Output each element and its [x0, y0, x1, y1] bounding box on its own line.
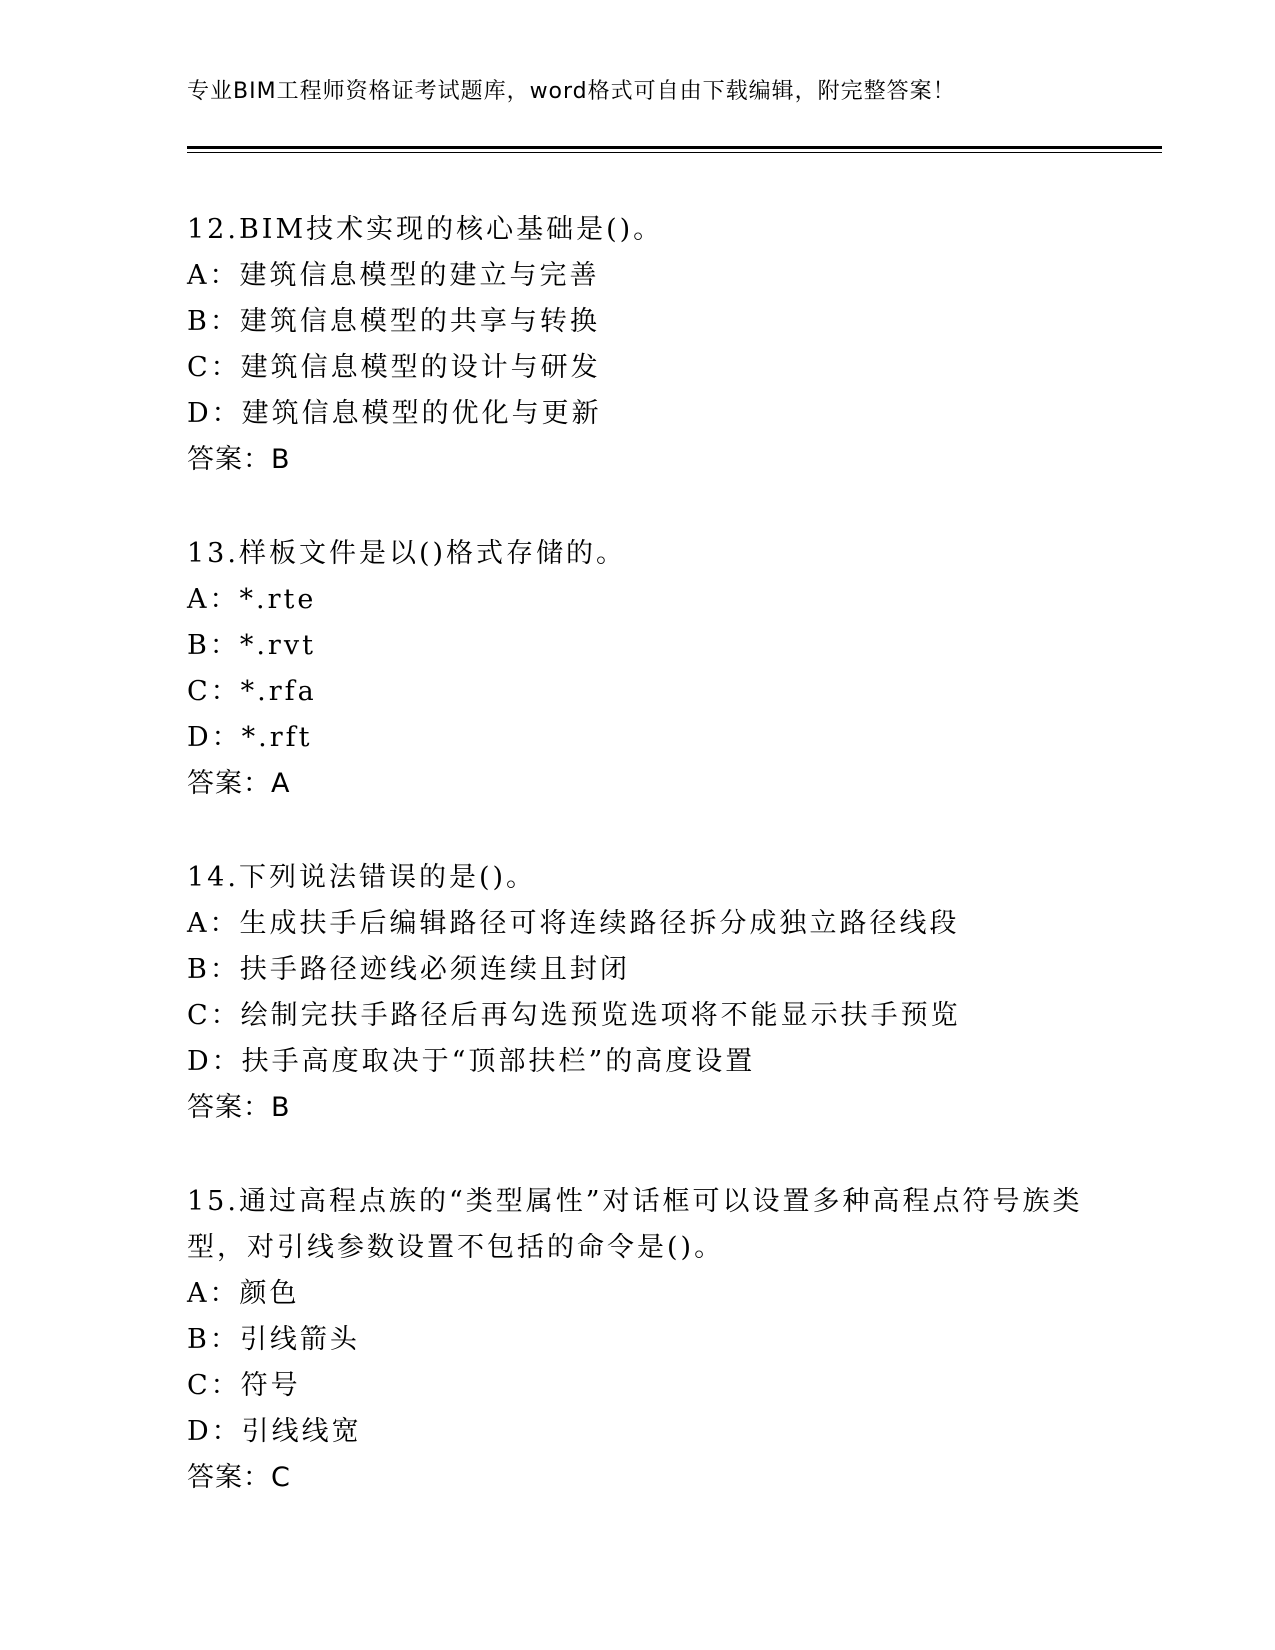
answer: 答案：A [187, 768, 291, 799]
answer: 答案：B [187, 1092, 291, 1123]
question-13 [187, 531, 1087, 807]
option-b: B：扶手路径迹线必须连续且封闭 [187, 954, 630, 985]
page-header: 专业BIM工程师资格证考试题库，word格式可自由下载编辑，附完整答案！ [187, 79, 956, 104]
option-d: D：扶手高度取决于“顶部扶栏”的高度设置 [187, 1046, 756, 1077]
question-stem: 14.下列说法错误的是()。 [187, 862, 537, 893]
question-stem: 12.BIM技术实现的核心基础是()。 [187, 214, 664, 245]
answer: 答案：C [187, 1462, 291, 1493]
question-14 [187, 855, 1087, 1131]
question-12 [187, 207, 1087, 483]
option-b: B：建筑信息模型的共享与转换 [187, 306, 600, 337]
answer: 答案：B [187, 444, 291, 475]
option-c: C：*.rfa [187, 676, 317, 707]
option-a: A：颜色 [187, 1278, 300, 1309]
option-a: A：生成扶手后编辑路径可将连续路径拆分成独立路径线段 [187, 908, 960, 939]
option-d: D：引线线宽 [187, 1416, 362, 1447]
option-d: D：建筑信息模型的优化与更新 [187, 398, 602, 429]
question-list [187, 207, 1087, 1549]
header-rule-thin [187, 152, 1162, 153]
header-rule-thick [187, 146, 1162, 149]
option-c: C：符号 [187, 1370, 301, 1401]
question-15 [187, 1179, 1087, 1501]
question-stem: 13.样板文件是以()格式存储的。 [187, 538, 627, 569]
option-b: B：*.rvt [187, 630, 316, 661]
question-stem: 15.通过高程点族的“类型属性”对话框可以设置多种高程点符号族类型，对引线参数设置不包括的命令是()。 [187, 1186, 1083, 1263]
option-c: C：绘制完扶手路径后再勾选预览选项将不能显示扶手预览 [187, 1000, 961, 1031]
option-a: A：*.rte [187, 584, 317, 615]
option-d: D：*.rft [187, 722, 313, 753]
option-c: C：建筑信息模型的设计与研发 [187, 352, 601, 383]
option-a: A：建筑信息模型的建立与完善 [187, 260, 600, 291]
option-b: B：引线箭头 [187, 1324, 360, 1355]
